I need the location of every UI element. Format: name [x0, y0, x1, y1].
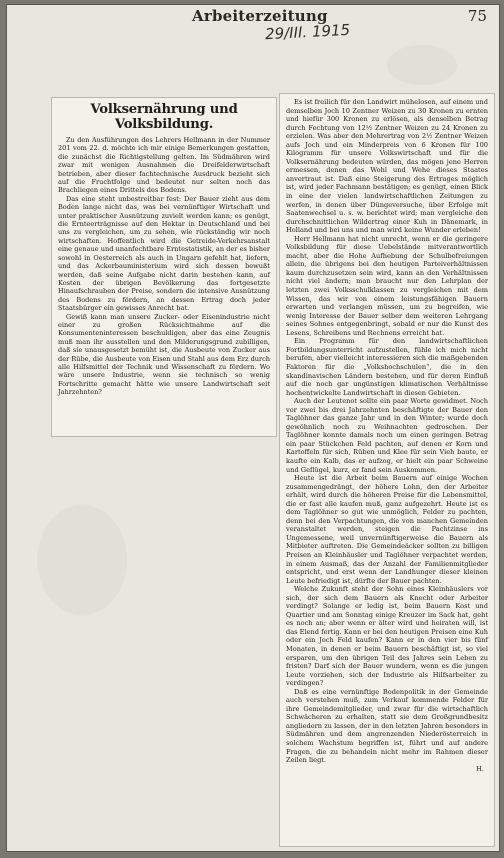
article-paragraph: Herr Hellmann hat nicht unrecht, wenn er die geringere Volksbildung für diese Uebelstände mitverantwortlich macht, aber die Hohe Aufhebung der Schulbefreiungen allein, die übrigens bei den heutigen Parteiverhältnissen kaum durchzusetzen sein wird, kann an den Verhältnissen nicht viel ändern; man braucht nur den Lehrplan der letzten zwei Volksschulklassen zu vergleichen mit dem Wissen, das wir von einem leistungsfähigen Bauern erwarten und verlangen müssen, um zu begreifen, wie wenig Interesse der Bauer selber dem weiteren Lehrgang seines Sohnes entgegenbringt, sobald er nur die Kunst des Lesens, Schreibens und Rechnens erreicht hat. — [286, 234, 488, 337]
article-paragraph: Welche Zukunft steht der Sohn eines Kleinhäuslers vor sich, der sich dem Bauern als Knecht oder Arbeiter verdingt? Solange er ledig ist, beim Bauern Kost und Quartier und am Sonntag einige Kreuzer im Sack hat, geht es noch an; aber wenn er älter wird und heiraten will, ist das Elend fertig. Kann er bei den heutigen Preisen eine Kuh oder ein Joch Feld kaufen? Kann er in den vier bis fünf Monaten, in denen er beim Bauern beschäftigt ist, so viel ersparen, um den übrigen Teil des Jahres sein Leben zu fristen? Darf sich der Bauer wundern, wenn es die jungen Leute vorziehen, sich der Industrie als Hilfsarbeiter zu verdingen? — [286, 585, 488, 688]
newspaper-title: Arbeiterzeitung — [192, 7, 328, 25]
masthead — [7, 5, 499, 44]
handwritten-date: 29/III. 1915 — [264, 20, 351, 44]
article-paragraph: Auch der Leutenot sollte ein paar Worte gewidmet. Noch vor zwei bis drei Jahrzehnten beschäftigte der Bauer den Taglöhner das ganze Jahr und in den Winter; wurde doch gewöhnlich noch zu Weihnachten gedroschen. Der Taglöhner konnte damals noch um einen geringen Betrag ein paar Stückchen Feld pachten, auf denen er Korn und Kartoffeln für sich, Rüben und Klee für sein Vieh baute, er kaufte ein Kalb, das er aufzog, er hielt ein paar Schweine und Geflügel, kurz, er fand sein Auskommen. — [286, 397, 488, 474]
author-signature: H. — [476, 764, 484, 773]
paper-stain — [37, 505, 127, 615]
article-clipping-right — [279, 93, 495, 847]
scrapbook-page — [6, 4, 500, 852]
article-paragraph: Heute ist die Arbeit beim Bauern auf einige Wochen zusammengedrängt, der höhere Lohn, den der Arbeiter erhält, wird durch die höheren Preise für die Lebensmittel, die er fast alle kaufen muß, ganz aufgezehrt. Heute ist es dem Taglöhner so gut wie unmöglich, Felder zu pachten, denn bei den Verpachtungen, die von manchen Gemeinden veranstaltet werden, steigen die Pachtzinse ins Ungemessene, weil unvernünftigerweise die Bauern als Mitbieter auftreten. Die Gemeindeäcker sollten zu billigen Preisen an Kleinhäusler und Taglöhner verpachtet werden, in einem Ausmaß, das der Anzahl der Familienmitglieder entspricht, und erst wenn der Landhunger dieser kleinen Leute befriedigt ist, dürfte der Bauer pachten. — [286, 474, 488, 585]
article-headline: Volksernährung und Volksbildung. — [90, 102, 238, 132]
page-number: 75 — [467, 7, 487, 25]
article-paragraph: Zu den Ausführungen des Lehrers Hellmann in der Nummer 201 vom 22. d. möchte ich mir einige Bemerkungen gestatten, die zunächst die Richtigstellung gelten. Im Südmähren wird zwar mit wenigen Ausnahmen die Dreifelderwirtschaft betrieben, aber dieser fachtechnische Ausdruck bezieht sich auf die Fruchtfolge und bedeutet nur selten noch das Brachliegen eines Drittels des Bodens. — [58, 136, 270, 195]
paper-stain — [387, 45, 457, 85]
article-paragraph: Es ist freilich für den Landwirt mühelosen, auf einem und demselben Joch 10 Zentner Weizen zu 30 Kronen zu ernten und hiefür 300 Kronen zu erlösen, als denselben Betrag durch Fechtung von 12½ Zentner Weizen zu 24 Kronen zu erzielen. Was aber den Mehrertrag von 2½ Zentner Weizen aufs Joch und ein Minderpreis von 6 Kronen für 100 Kilogramm für unsere Volkswirtschaft und für die Volksernährung bedeuten würden, das mögen jene Herren ermessen, denen das Wohl und Wehe dieses Staates anvertraut ist. Daß eine Steigerung des Ertrages möglich ist, wird jeder Fachmann bestätigen; es genügt, einen Blick in eine der vielen landwirtschaftlichen Zeitungen zu werfen, in denen über Düngeversuche, über Erfolge mit Saatenwechsel u. s. w. berichtet wird; man vergleiche den durchschnittlichen Wildertrag einer Kuh in Dänemark, in Holland und bei uns und man wird keine Wunder erleben! — [286, 98, 488, 235]
article-paragraph: Ein Programm für den landwirtschaftlichen Fortbildungsunterricht aufzustellen, fühle ich mich nicht berufen, aber vielleicht interessieren sich die maßgebenden Faktoren für die „Volkshochschulen“, die in den skandinavischen Ländern bestehen, und für deren Einfluß auf die noch gar ungünstigen klimatischen Verhältnisse hochentwickelte Landwirtschaft in diesen Gebieten. — [286, 337, 488, 397]
article-paragraph: Daß es eine vernünftige Bodenpolitik in der Gemeinde auch verstehen muß, zum Verkauf kommende Felder für ihre Gemeindemitglieder, und zwar für die wirtschaftlich Schwächeren zu erhalten, statt sie dem Großgrundbesitz angliedern zu lassen, der in den letzten Jahren besonders in Südmähren und dem angrenzenden Niederösterreich in solchem Wachstum begriffen ist, führt und auf andere Fragen, die zu behandeln nicht mehr im Rahmen dieser Zeilen liegt. — [286, 687, 488, 765]
article-paragraph: Das eine steht unbestreitbar fest: Der Bauer zieht aus dem Boden lange nicht das, was bei vernünftiger Wirtschaft und unter praktischer Ausnützung zuvielt werden kann; es genügt, die Ernteerträgnisse auf den Hektar in Deutschland und bei uns zu vergleichen, um zu sehen, wie rückständig wir noch wirtschaften. Hoffentlich wird die Getreide-Verkehrsanstalt eine genaue und unanfechtbare Erntestatistik, an der es bisher sowohl in Oesterreich als auch in Ungarn gefehlt hat, liefern, und das Ackerbauministerium wird sich dessen bewußt werden, daß seine Aufgabe nicht darin bestehen kann, auf Kosten der übrigen Bevölkerung das fortgesetzte Hinaufschrauben der Preise, sondern die intensive Ausnützung des Bodens zu fördern, an dessen Ertrag doch jeder Staatsbürger ein gewisses Anrecht hat. — [58, 194, 270, 313]
article-paragraph: Gewiß kann man unsere Zucker- oder Eisenindustrie nicht einer zu großen Rücksichtnahme auf die Konsumenteninteressen beschuldigen, aber das eine Zeugnis muß man ihr ausstellen und den Milderungsgrund zubilligen, daß sie unausgesetzt bemüht ist, die Ausbeute von Zucker aus der Rübe, die Ausbeute von Eisen und Stahl aus dem Erz durch alle Hilfsmittel der Technik und Wissenschaft zu fördern. Wo wäre unsere Industrie, wenn sie technisch so wenig Fortschritte gemacht hätte wie unsere Landwirtschaft seit Jahrzehnten? — [58, 312, 270, 397]
article-clipping-left — [51, 97, 277, 437]
